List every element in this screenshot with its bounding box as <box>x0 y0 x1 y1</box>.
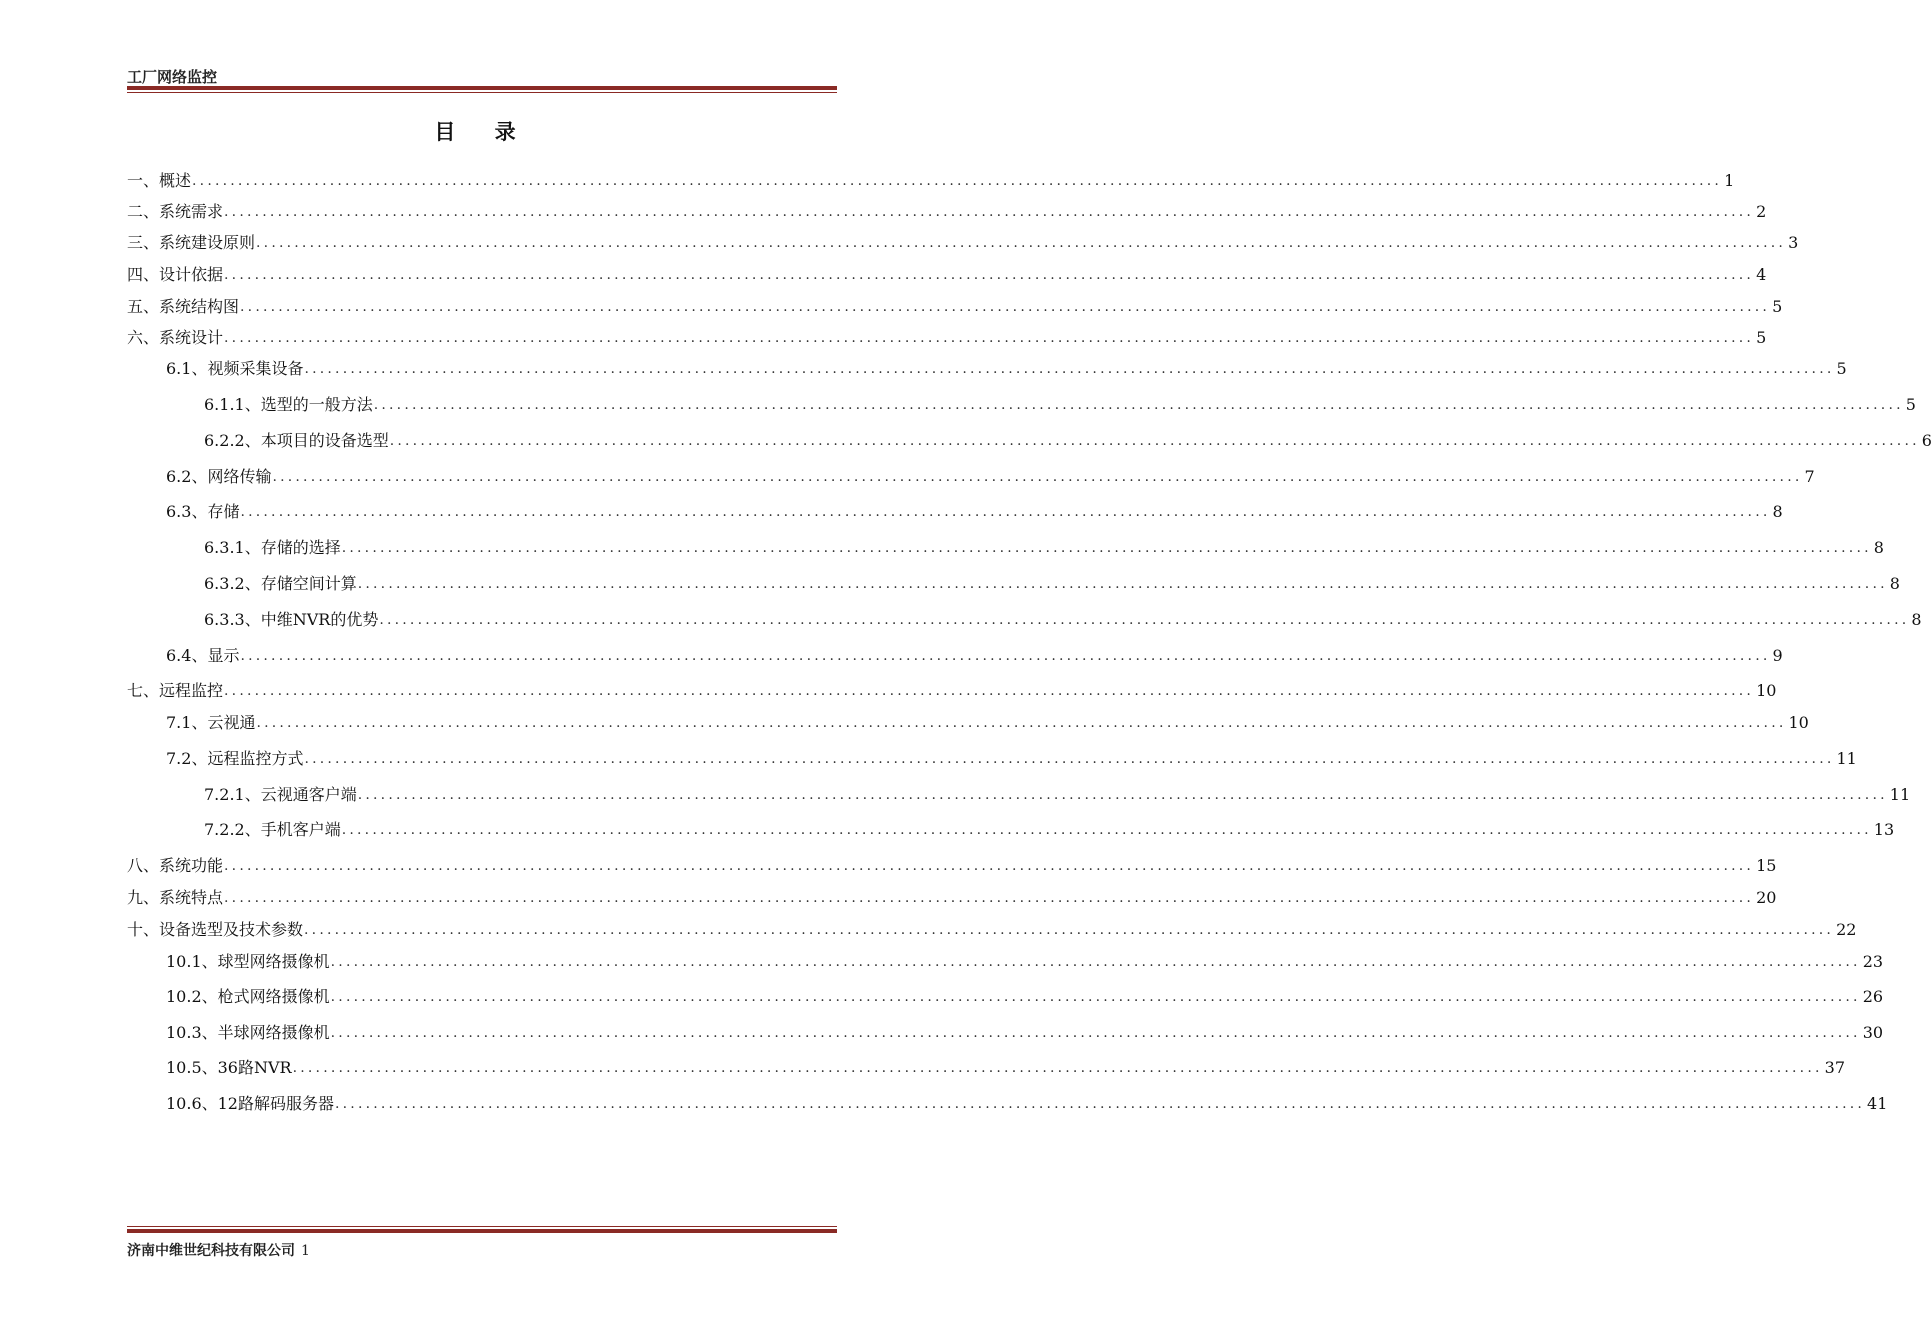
toc-entry[interactable] <box>127 169 1735 193</box>
footer-page-number: 1 <box>301 1243 310 1259</box>
toc-leader-dots: ........................................................................................................................................................................................................ <box>304 751 1835 767</box>
toc-leader-dots: ........................................................................................................................................................................................................ <box>357 787 1888 803</box>
toc-entry-page: 10 <box>1756 681 1777 700</box>
toc-leader-dots: ........................................................................................................................................................................................................ <box>373 397 1904 413</box>
toc-entry-title: 7.2.2、手机客户端 <box>204 820 341 839</box>
toc-leader-dots: ........................................................................................................................................................................................................ <box>341 540 1872 556</box>
toc-entry[interactable] <box>166 465 1815 489</box>
toc-leader-dots: ........................................................................................................................................................................................................ <box>224 204 1755 220</box>
toc-entry-page: 30 <box>1862 1023 1884 1042</box>
toc-entry[interactable] <box>127 918 1857 942</box>
toc-entry-page: 11 <box>1889 785 1911 804</box>
toc-entry-page: 8 <box>1873 538 1884 557</box>
toc-leader-dots: ........................................................................................................................................................................................................ <box>192 173 1723 189</box>
toc-entry-title: 10.1、球型网络摄像机 <box>166 952 330 971</box>
toc-entry-page: 11 <box>1836 749 1857 768</box>
toc-entry[interactable] <box>127 679 1777 703</box>
toc-entry-page: 5 <box>1836 359 1847 378</box>
toc-entry-page: 6 <box>1921 431 1932 450</box>
toc-leader-dots: ........................................................................................................................................................................................................ <box>330 989 1861 1005</box>
toc-leader-dots: ........................................................................................................................................................................................................ <box>357 576 1888 592</box>
toc-entry-title: 6.2.2、本项目的设备选型 <box>204 431 389 450</box>
toc-leader-dots: ........................................................................................................................................................................................................ <box>256 715 1787 731</box>
toc-entry[interactable] <box>127 886 1777 910</box>
toc-leader-dots: ........................................................................................................................................................................................................ <box>224 683 1755 699</box>
toc-entry[interactable] <box>166 500 1783 524</box>
toc-entry-page: 23 <box>1862 952 1884 971</box>
toc-entry-title: 10.2、枪式网络摄像机 <box>166 987 330 1006</box>
header-title: 工厂网络监控 <box>127 68 218 86</box>
toc-leader-dots: ........................................................................................................................................................................................................ <box>304 922 1835 938</box>
toc-entry-page: 22 <box>1836 920 1857 939</box>
toc-entry[interactable] <box>204 818 1895 842</box>
toc-entry-title: 九、系统特点 <box>127 888 224 907</box>
toc-entry-page: 2 <box>1756 202 1767 221</box>
toc-entry-title: 6.4、显示 <box>166 646 240 665</box>
toc-entry-page: 3 <box>1788 233 1799 252</box>
toc-entry-title: 6.1.1、选型的一般方法 <box>204 395 373 414</box>
toc-entry-page: 4 <box>1756 265 1767 284</box>
footer-rule-thin <box>127 1226 837 1227</box>
toc-entry[interactable] <box>127 326 1767 350</box>
toc-entry-title: 二、系统需求 <box>127 202 224 221</box>
toc-entry-page: 13 <box>1873 820 1895 839</box>
toc-entry-title: 一、概述 <box>127 171 192 190</box>
toc-entry-page: 9 <box>1772 646 1783 665</box>
toc-entry-page: 8 <box>1911 610 1922 629</box>
toc-leader-dots: ........................................................................................................................................................................................................ <box>335 1096 1866 1112</box>
toc-entry[interactable] <box>204 783 1911 807</box>
toc-leader-dots: ........................................................................................................................................................................................................ <box>272 469 1803 485</box>
toc-entry-page: 37 <box>1824 1058 1845 1077</box>
toc-leader-dots: ........................................................................................................................................................................................................ <box>240 648 1771 664</box>
toc-entry-title: 八、系统功能 <box>127 856 224 875</box>
toc-leader-dots: ........................................................................................................................................................................................................ <box>240 504 1771 520</box>
toc-entry-page: 1 <box>1724 171 1735 190</box>
toc-entry[interactable] <box>166 1021 1884 1045</box>
toc-entry[interactable] <box>166 747 1857 771</box>
toc-entry-title: 6.3.1、存储的选择 <box>204 538 341 557</box>
toc-entry-title: 6.3.3、中维NVR的优势 <box>204 610 379 629</box>
toc-entry[interactable] <box>127 854 1777 878</box>
toc-entry-title: 6.1、视频采集设备 <box>166 359 304 378</box>
toc-entry[interactable] <box>166 711 1809 735</box>
toc-leader-dots: ........................................................................................................................................................................................................ <box>389 433 1920 449</box>
toc-leader-dots: ........................................................................................................................................................................................................ <box>224 890 1755 906</box>
toc-entry[interactable] <box>204 393 1916 417</box>
toc-entry-title: 四、设计依据 <box>127 265 224 284</box>
footer <box>127 1240 310 1260</box>
toc-leader-dots: ........................................................................................................................................................................................................ <box>224 858 1755 874</box>
toc-entry[interactable] <box>127 263 1767 287</box>
toc-entry-title: 十、设备选型及技术参数 <box>127 920 304 939</box>
toc-entry-page: 15 <box>1756 856 1777 875</box>
toc-leader-dots: ........................................................................................................................................................................................................ <box>224 330 1755 346</box>
toc-entry-title: 五、系统结构图 <box>127 297 240 316</box>
toc-entry[interactable] <box>204 608 1922 632</box>
toc-entry-title: 10.6、12路解码服务器 <box>166 1094 334 1113</box>
toc-entry-page: 8 <box>1772 502 1783 521</box>
toc-entry[interactable] <box>166 644 1783 668</box>
toc-entry-title: 10.3、半球网络摄像机 <box>166 1023 330 1042</box>
toc-leader-dots: ........................................................................................................................................................................................................ <box>330 954 1861 970</box>
toc-entry-title: 6.3.2、存储空间计算 <box>204 574 357 593</box>
toc-leader-dots: ........................................................................................................................................................................................................ <box>379 612 1910 628</box>
toc-leader-dots: ........................................................................................................................................................................................................ <box>292 1060 1823 1076</box>
toc-entry-page: 5 <box>1756 328 1767 347</box>
toc-entry-title: 6.2、网络传输 <box>166 467 272 486</box>
toc-entry-title: 7.2.1、云视通客户端 <box>204 785 357 804</box>
toc-leader-dots: ........................................................................................................................................................................................................ <box>224 267 1755 283</box>
toc-entry-page: 8 <box>1889 574 1900 593</box>
toc-entry[interactable] <box>127 200 1767 224</box>
toc-entry[interactable] <box>127 231 1799 255</box>
toc-entry[interactable] <box>166 357 1847 381</box>
toc-entry[interactable] <box>166 1056 1845 1080</box>
toc-leader-dots: ........................................................................................................................................................................................................ <box>304 361 1835 377</box>
toc-entry[interactable] <box>204 429 1932 453</box>
toc-entry-title: 六、系统设计 <box>127 328 224 347</box>
toc-entry[interactable] <box>166 985 1884 1009</box>
toc-entry-title: 7.2、远程监控方式 <box>166 749 304 768</box>
toc-entry-page: 10 <box>1788 713 1809 732</box>
toc-entry-title: 7.1、云视通 <box>166 713 256 732</box>
toc-entry[interactable] <box>204 572 1900 596</box>
toc-entry[interactable] <box>166 1092 1888 1116</box>
toc-entry-title: 三、系统建设原则 <box>127 233 256 252</box>
toc-entry-title: 6.3、存储 <box>166 502 240 521</box>
toc-entry-page: 5 <box>1905 395 1916 414</box>
toc-entry[interactable] <box>204 536 1884 560</box>
toc-leader-dots: ........................................................................................................................................................................................................ <box>240 299 1771 315</box>
toc-leader-dots: ........................................................................................................................................................................................................ <box>256 235 1787 251</box>
toc-entry-page: 41 <box>1867 1094 1888 1113</box>
toc-title: 目 录 <box>434 120 532 144</box>
toc-entry-page: 5 <box>1772 297 1783 316</box>
toc-entry[interactable] <box>166 950 1884 974</box>
toc-entry-page: 20 <box>1756 888 1777 907</box>
toc-entry-title: 10.5、36路NVR <box>166 1058 292 1077</box>
toc-leader-dots: ........................................................................................................................................................................................................ <box>341 822 1872 838</box>
toc-entry-page: 7 <box>1804 467 1815 486</box>
toc-leader-dots: ........................................................................................................................................................................................................ <box>330 1025 1861 1041</box>
footer-rule <box>127 1229 837 1233</box>
toc-entry-title: 七、远程监控 <box>127 681 224 700</box>
footer-company: 济南中维世纪科技有限公司 <box>127 1243 295 1259</box>
toc-entry-page: 26 <box>1862 987 1884 1006</box>
toc-entry[interactable] <box>127 295 1783 319</box>
